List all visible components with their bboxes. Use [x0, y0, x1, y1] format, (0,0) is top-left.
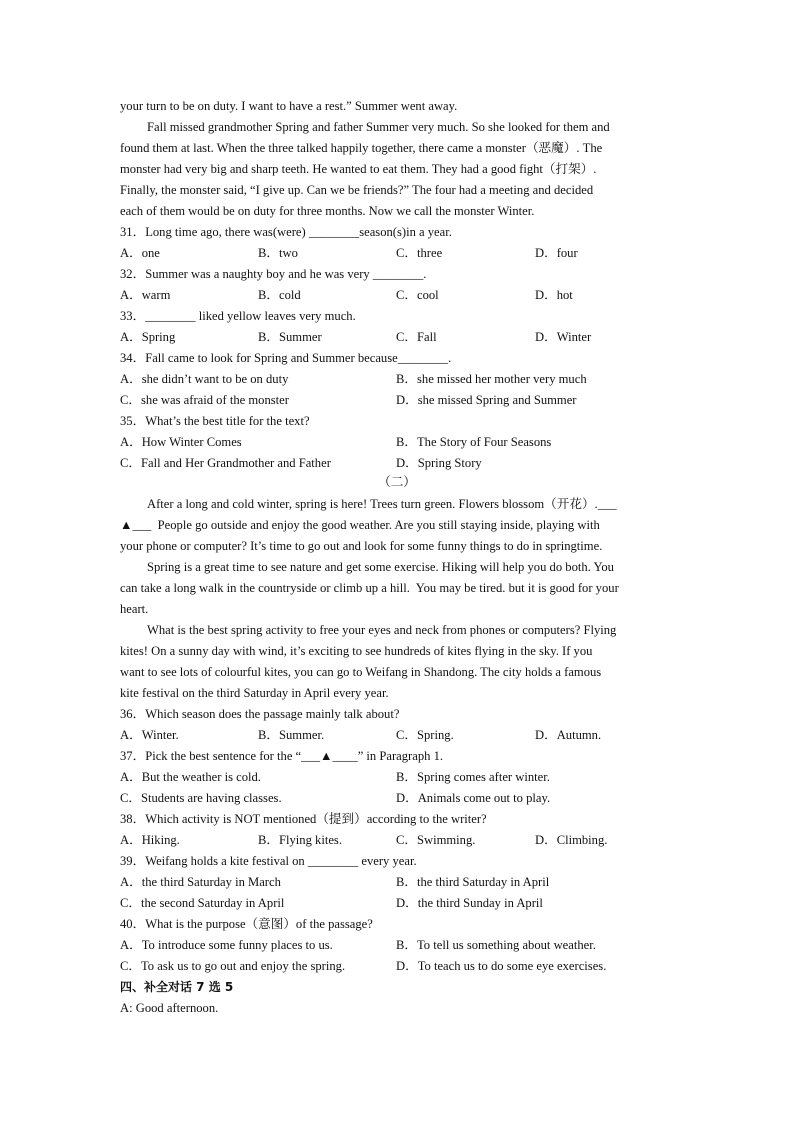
- option-c: C．Fall and Her Grandmother and Father: [120, 456, 331, 470]
- passage1-line: Finally, the monster said, “I give up. Can we be friends?” The four had a meeting and decided: [120, 183, 594, 197]
- question-stem: 39．Weifang holds a kite festival on ________ every year.: [120, 854, 417, 868]
- option-d: D．Spring Story: [396, 456, 482, 470]
- question-stem: 40．What is the purpose（意图）of the passage?: [120, 917, 373, 931]
- option-a: A．one: [120, 246, 160, 260]
- option-b: B．Spring comes after winter.: [396, 770, 550, 784]
- option-b: B．the third Saturday in April: [396, 875, 550, 889]
- passage2-line: kites! On a sunny day with wind, it’s exciting to see hundreds of kites flying in the sky. If you: [120, 644, 593, 658]
- question-stem: 31．Long time ago, there was(were) ________season(s)in a year.: [120, 225, 452, 239]
- option-a: A．the third Saturday in March: [120, 875, 281, 889]
- passage2-line: want to see lots of colourful kites, you can go to Weifang in Shandong. The city holds a famous: [120, 665, 602, 679]
- option-c: C．Fall: [396, 330, 437, 344]
- option-a: A．But the weather is cold.: [120, 770, 261, 784]
- option-b: B．Flying kites.: [258, 833, 342, 847]
- passage1-line: found them at last. When the three talked happily together, there came a monster（恶魔）. The: [120, 141, 603, 155]
- passage2-line: kite festival on the third Saturday in April every year.: [120, 686, 389, 700]
- passage1-line: Fall missed grandmother Spring and father Summer very much. So she looked for them and: [147, 120, 610, 134]
- option-d: D．Animals come out to play.: [396, 791, 551, 805]
- section-heading: 四、补全对话 7 选 5: [120, 980, 234, 994]
- option-a: A．To introduce some funny places to us.: [120, 938, 333, 952]
- option-d: D．Autumn.: [535, 728, 602, 742]
- option-a: A．Winter.: [120, 728, 179, 742]
- option-d: D．Winter: [535, 330, 592, 344]
- question-stem: 34．Fall came to look for Spring and Summer because________.: [120, 351, 452, 365]
- option-a: A．warm: [120, 288, 171, 302]
- option-c: C．she was afraid of the monster: [120, 393, 289, 407]
- passage2-line: After a long and cold winter, spring is here! Trees turn green. Flowers blossom（开花）.___: [147, 497, 617, 511]
- option-b: B．The Story of Four Seasons: [396, 435, 552, 449]
- question-stem: 33．________ liked yellow leaves very much.: [120, 309, 356, 323]
- option-c: C．Students are having classes.: [120, 791, 282, 805]
- option-b: B．To tell us something about weather.: [396, 938, 596, 952]
- dialogue-line: A: Good afternoon.: [120, 1001, 219, 1015]
- passage2-line: Spring is a great time to see nature and get some exercise. Hiking will help you do both. You: [147, 560, 614, 574]
- passage2-line: your phone or computer? It’s time to go out and look for some funny things to do in springtime.: [120, 539, 603, 553]
- option-c: C．three: [396, 246, 443, 260]
- passage1-line: each of them would be on duty for three months. Now we call the monster Winter.: [120, 204, 535, 218]
- option-b: B．Summer: [258, 330, 322, 344]
- option-b: B．two: [258, 246, 298, 260]
- section-heading: （二）: [378, 475, 416, 489]
- question-stem: 36．Which season does the passage mainly talk about?: [120, 707, 400, 721]
- passage2-line: What is the best spring activity to free your eyes and neck from phones or computers? Flying: [147, 623, 617, 637]
- option-d: D．she missed Spring and Summer: [396, 393, 577, 407]
- passage1-line: your turn to be on duty. I want to have a rest.” Summer went away.: [120, 99, 458, 113]
- option-c: C．To ask us to go out and enjoy the spring.: [120, 959, 346, 973]
- passage1-line: monster had very big and sharp teeth. He wanted to eat them. They had a good fight（打架）.: [120, 162, 597, 176]
- option-b: B．she missed her mother very much: [396, 372, 587, 386]
- option-b: B．cold: [258, 288, 301, 302]
- question-stem: 37．Pick the best sentence for the “___▲____” in Paragraph 1.: [120, 749, 444, 763]
- option-d: D．the third Sunday in April: [396, 896, 543, 910]
- option-c: C．Spring.: [396, 728, 454, 742]
- option-a: A．How Winter Comes: [120, 435, 242, 449]
- option-b: B．Summer.: [258, 728, 325, 742]
- question-stem: 32．Summer was a naughty boy and he was very ________.: [120, 267, 427, 281]
- option-a: A．Spring: [120, 330, 176, 344]
- option-a: A．Hiking.: [120, 833, 180, 847]
- question-stem: 35．What’s the best title for the text?: [120, 414, 310, 428]
- option-d: D．hot: [535, 288, 573, 302]
- question-stem: 38．Which activity is NOT mentioned（提到）according to the writer?: [120, 812, 487, 826]
- option-c: C．the second Saturday in April: [120, 896, 285, 910]
- option-d: D．To teach us to do some eye exercises.: [396, 959, 607, 973]
- option-c: C．Swimming.: [396, 833, 476, 847]
- option-a: A．she didn’t want to be on duty: [120, 372, 289, 386]
- passage2-line: can take a long walk in the countryside or climb up a hill. You may be tired. but it is good for your: [120, 581, 619, 595]
- option-d: D．Climbing.: [535, 833, 608, 847]
- option-d: D．four: [535, 246, 578, 260]
- passage2-line: ▲___ People go outside and enjoy the good weather. Are you still staying inside, playing with: [120, 518, 600, 532]
- passage2-line: heart.: [120, 602, 149, 616]
- option-c: C．cool: [396, 288, 439, 302]
